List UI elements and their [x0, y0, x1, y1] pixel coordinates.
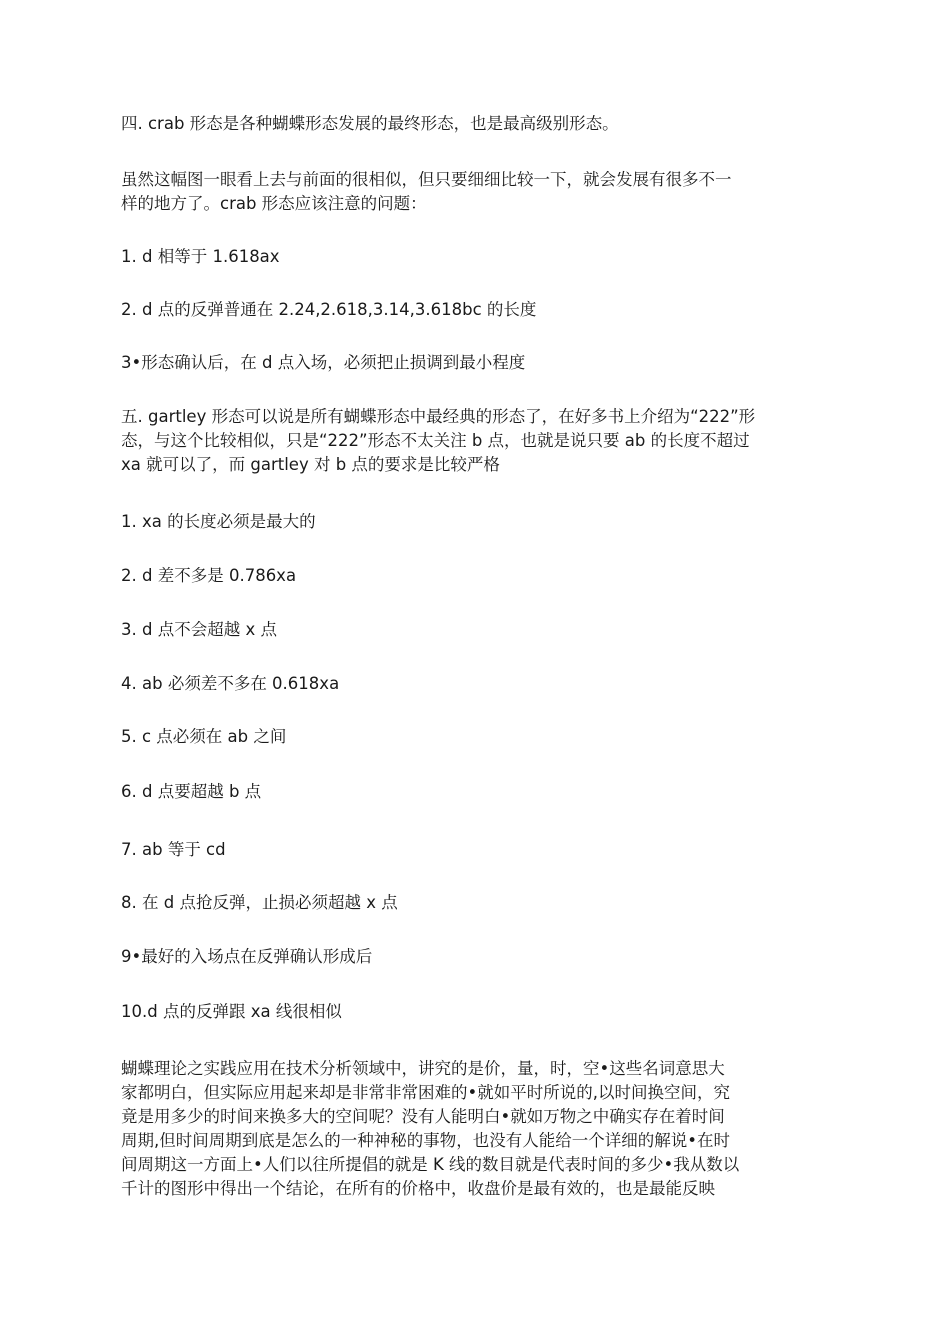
gartley-rule-8: 8. 在 d 点抢反弹，止损必须超越 x 点	[121, 893, 398, 912]
gartley-rule-9: 9•最好的入场点在反弹确认形成后	[121, 947, 373, 966]
gartley-rule-4: 4. ab 必须差不多在 0.618xa	[121, 674, 340, 693]
crab-rule-1: 1. d 相等于 1.618ax	[121, 247, 280, 266]
gartley-rule-1: 1. xa 的长度必须是最大的	[121, 512, 316, 531]
practice-paragraph: 蝴蝶理论之实践应用在技术分析领域中，讲究的是价，量，时，空•这些名词意思大 家都明白，但实际应用起来却是非常非常困难的•就如平时所说的,以时间换空间，究 竟是用多少的时间来换多大的空间呢？没有人能明白•就如万物之中确实存在着时间 周期,但时间周期到底是怎么的一种神秘的事物，也没有人能给一个详细的解说•在时 间周期这一方面上•人们以往所提倡的就是 K 线的数目就是代表时间的多少•我从数以 千计的图形中得出一个结论，在所有的价格中，收盘价是最有效的，也是最能反映	[121, 1059, 740, 1198]
gartley-rule-2: 2. d 差不多是 0.786xa	[121, 566, 297, 585]
gartley-rule-3: 3. d 点不会超越 x 点	[121, 620, 277, 639]
gartley-rule-10: 10.d 点的反弹跟 xa 线很相似	[121, 1002, 342, 1021]
gartley-rule-7: 7. ab 等于 cd	[121, 840, 226, 859]
crab-intro-paragraph: 虽然这幅图一眼看上去与前面的很相似，但只要细细比较一下，就会发展有很多不一 样的地方了。crab 形态应该注意的问题：	[121, 170, 732, 213]
crab-rule-2: 2. d 点的反弹普通在 2.24,2.618,3.14,3.618bc 的长度	[121, 300, 537, 319]
gartley-rule-5: 5. c 点必须在 ab 之间	[121, 727, 287, 746]
crab-rule-3: 3•形态确认后，在 d 点入场，必须把止损调到最小程度	[121, 353, 526, 372]
section-5-paragraph: 五. gartley 形态可以说是所有蝴蝶形态中最经典的形态了，在好多书上介绍为“222”形 态，与这个比较相似，只是“222”形态不太关注 b 点，也就是说只要 ab 的长度不超过 xa 就可以了，而 gartley 对 b 点的要求是比较严格	[121, 407, 756, 474]
gartley-rule-6: 6. d 点要超越 b 点	[121, 782, 262, 801]
section-4-heading: 四. crab 形态是各种蝴蝶形态发展的最终形态，也是最高级别形态。	[121, 114, 619, 133]
